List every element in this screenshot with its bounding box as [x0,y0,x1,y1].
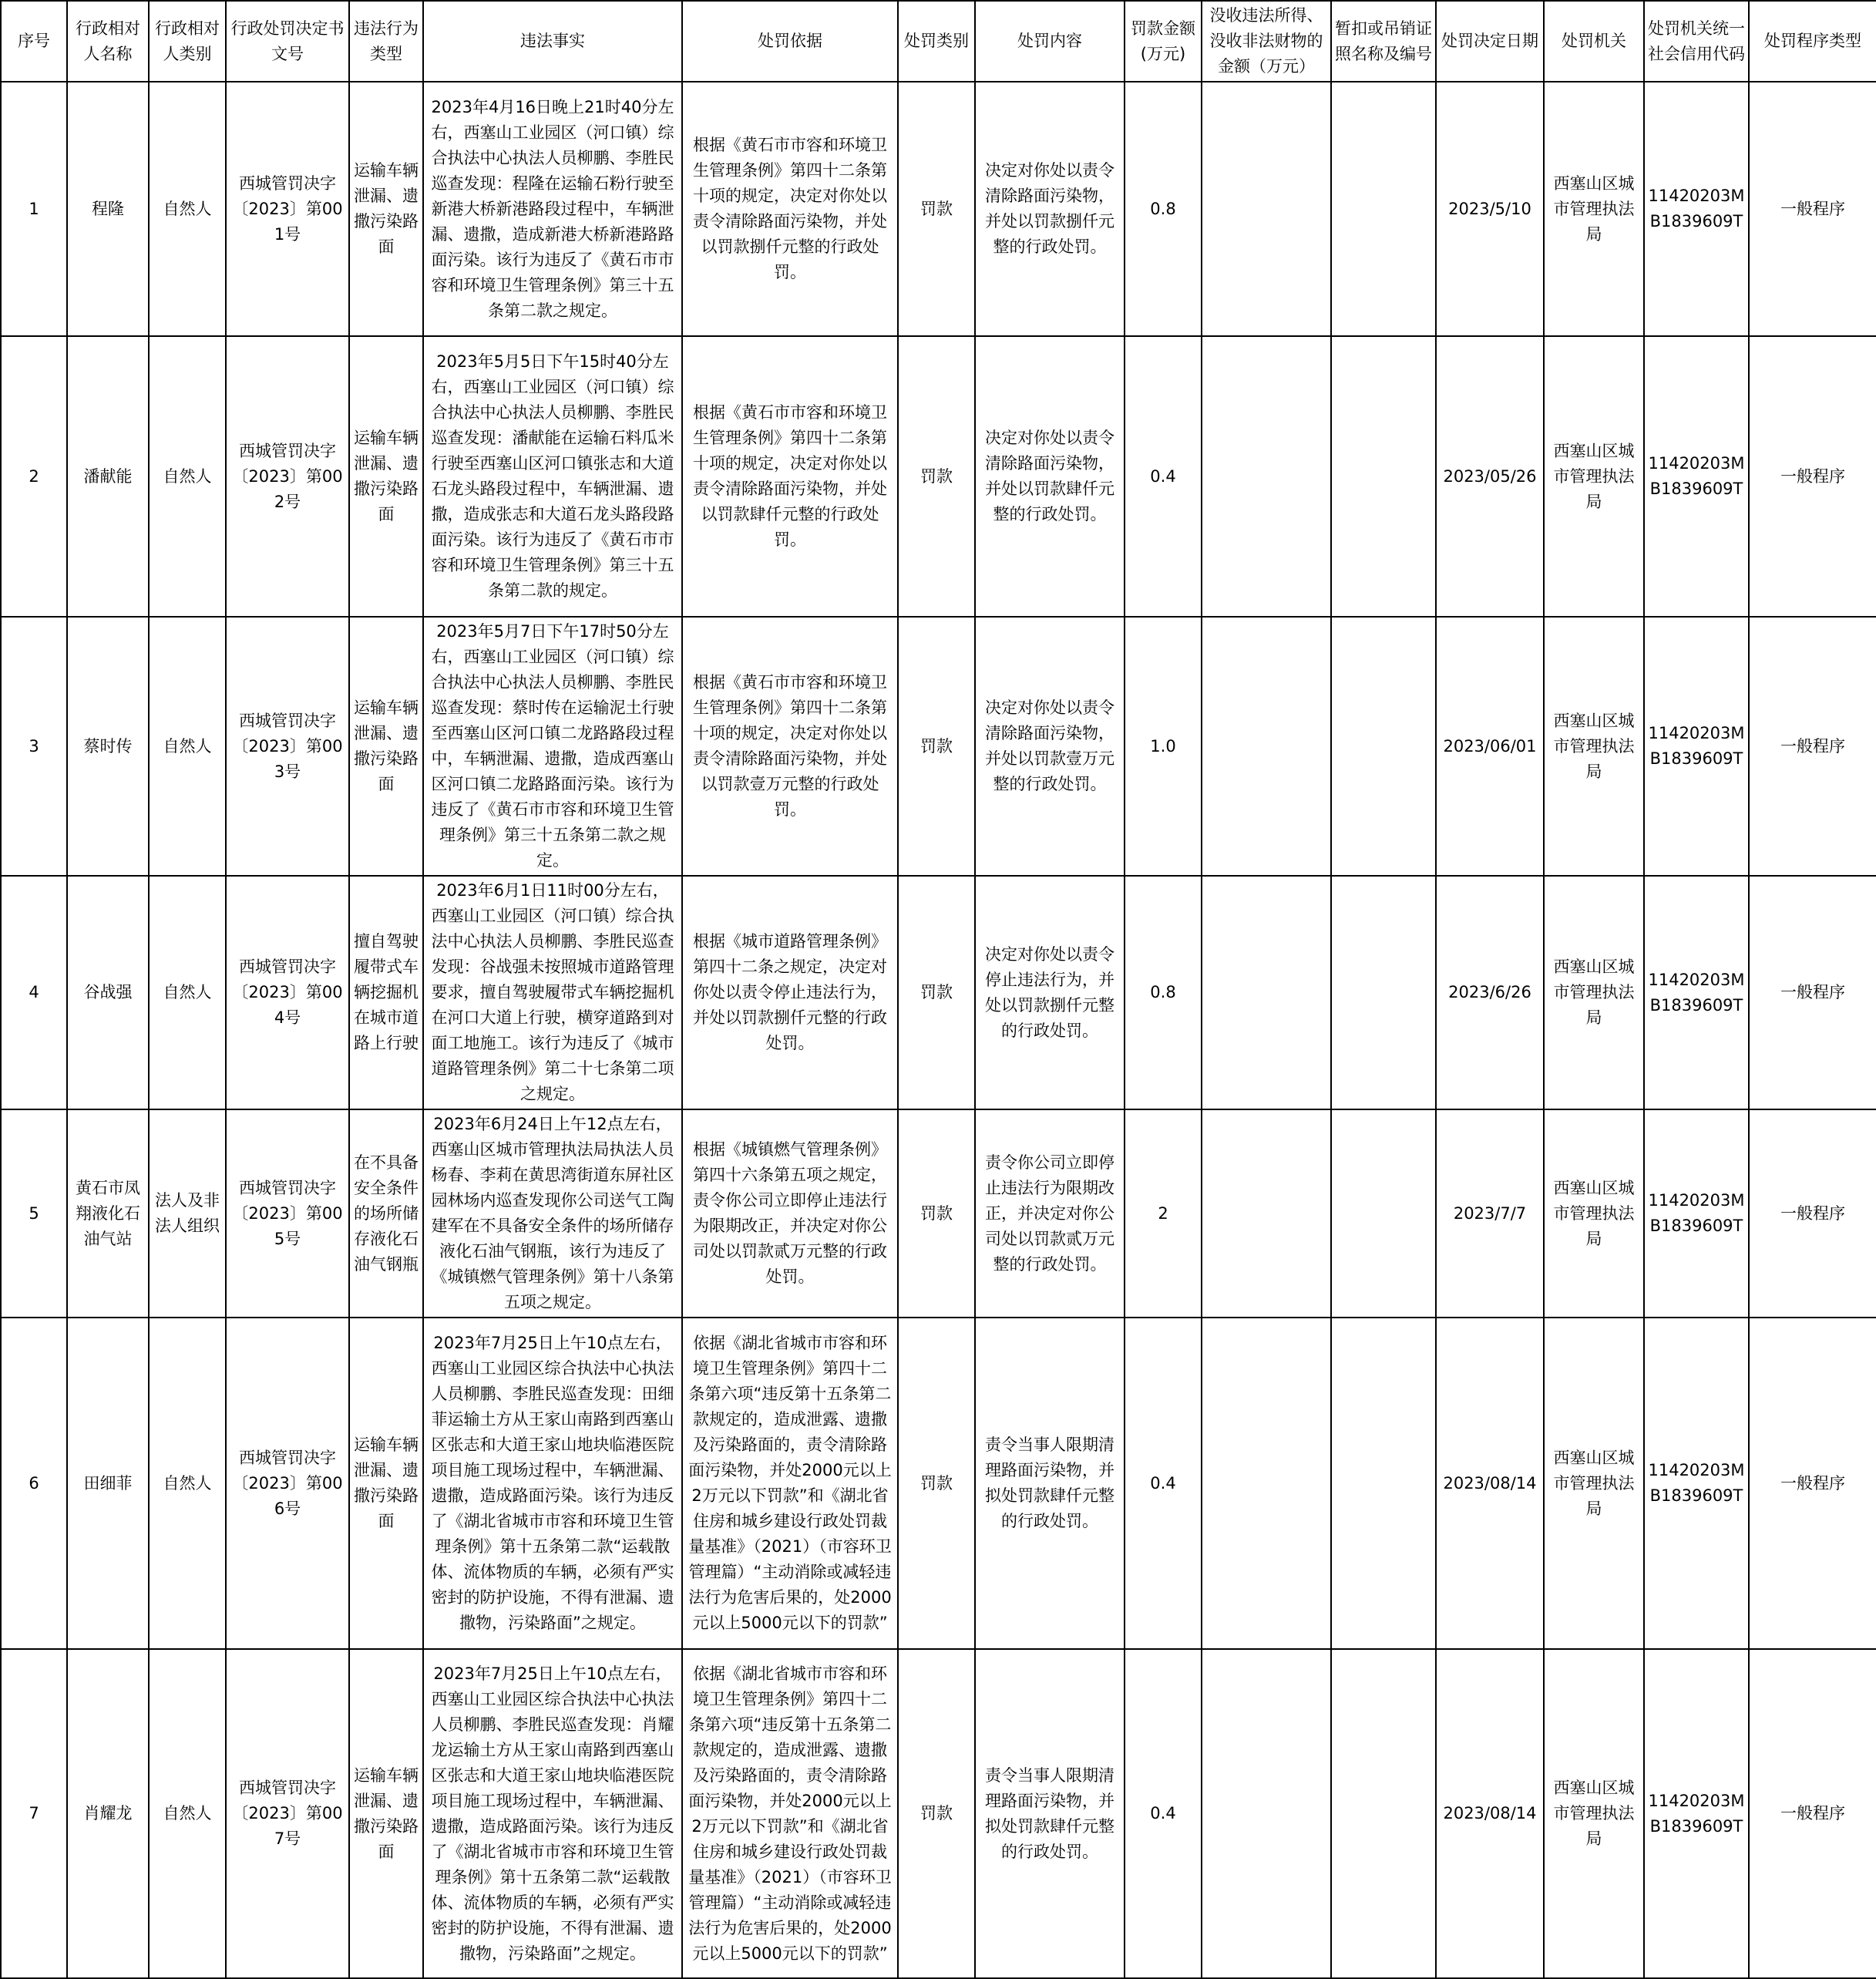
header-basis: 处罚依据 [682,1,898,82]
cell-doc-no: 西城管罚决字〔2023〕第006号 [226,1318,349,1649]
cell-name: 潘献能 [67,336,149,617]
table-row [1,617,1876,876]
cell-confiscated [1202,1649,1331,1978]
header-violation-type: 违法行为类型 [349,1,423,82]
cell-category: 自然人 [149,617,226,876]
table-row [1,82,1876,336]
header-credit-code: 处罚机关统一社会信用代码 [1644,1,1749,82]
cell-credit-code: 11420203MB1839609T [1644,1318,1749,1649]
header-authority: 处罚机关 [1544,1,1644,82]
cell-fine: 0.8 [1125,82,1202,336]
cell-category: 自然人 [149,82,226,336]
table-row [1,1109,1876,1318]
cell-credit-code: 11420203MB1839609T [1644,1649,1749,1978]
cell-penalty-content: 责令你公司立即停止违法行为限期改正，并决定对你公司处以罚款贰万元整的行政处罚。 [975,1109,1125,1318]
cell-violation-type: 擅自驾驶履带式车辆挖掘机在城市道路上行驶 [349,876,423,1109]
cell-basis: 依据《湖北省城市市容和环境卫生管理条例》第四十二条第六项“违反第十五条第二款规定的，造成泄露、遗撒及污染路面的，责令清除路面污染物，并处2000元以上2万元以下罚款”和《湖北省住房和城乡建设行政处罚裁量基准》（2021）（市容环卫管理篇）“主动消除或减轻违法行为危害后果的，处2000元以上5000元以下的罚款” [682,1318,898,1649]
cell-date: 2023/05/26 [1436,336,1544,617]
cell-fine: 0.4 [1125,1649,1202,1978]
header-penalty-content: 处罚内容 [975,1,1125,82]
cell-category: 法人及非法人组织 [149,1109,226,1318]
cell-name: 黄石市凤翔液化石油气站 [67,1109,149,1318]
cell-credit-code: 11420203MB1839609T [1644,336,1749,617]
cell-license [1331,1109,1436,1318]
cell-fine: 0.8 [1125,876,1202,1109]
cell-name: 谷战强 [67,876,149,1109]
cell-fine: 0.4 [1125,1318,1202,1649]
cell-name: 蔡时传 [67,617,149,876]
cell-basis: 依据《湖北省城市市容和环境卫生管理条例》第四十二条第六项“违反第十五条第二款规定的，造成泄露、遗撒及污染路面的，责令清除路面污染物，并处2000元以上2万元以下罚款”和《湖北省住房和城乡建设行政处罚裁量基准》（2021）（市容环卫管理篇）“主动消除或减轻违法行为危害后果的，处2000元以上5000元以下的罚款” [682,1649,898,1978]
cell-date: 2023/6/26 [1436,876,1544,1109]
cell-date: 2023/5/10 [1436,82,1544,336]
cell-confiscated [1202,1318,1331,1649]
cell-no: 7 [1,1649,67,1978]
cell-facts: 2023年5月7日下午17时50分左右，西塞山工业园区（河口镇）综合执法中心执法人员柳鹏、李胜民巡查发现：蔡时传在运输泥土行驶至西塞山区河口镇二龙路路段过程中，车辆泄漏、遗撒，造成西塞山区河口镇二龙路路面污染。该行为违反了《黄石市市容和环境卫生管理条例》第三十五条第二款之规定。 [423,617,682,876]
cell-no: 3 [1,617,67,876]
cell-license [1331,336,1436,617]
cell-basis: 根据《城镇燃气管理条例》第四十六条第五项之规定，责令你公司立即停止违法行为限期改正，并决定对你公司处以罚款贰万元整的行政处罚。 [682,1109,898,1318]
cell-penalty-content: 决定对你处以责令停止违法行为，并处以罚款捌仟元整的行政处罚。 [975,876,1125,1109]
header-name: 行政相对人名称 [67,1,149,82]
table-row [1,1318,1876,1649]
cell-authority: 西塞山区城市管理执法局 [1544,336,1644,617]
cell-facts: 2023年5月5日下午15时40分左右，西塞山工业园区（河口镇）综合执法中心执法人员柳鹏、李胜民巡查发现：潘献能在运输石料瓜米行驶至西塞山区河口镇张志和大道石龙头路段过程中，车辆泄漏、遗撒，造成张志和大道石龙头路段路面污染。该行为违反了《黄石市市容和环境卫生管理条例》第三十五条第二款的规定。 [423,336,682,617]
cell-penalty-content: 决定对你处以责令清除路面污染物，并处以罚款捌仟元整的行政处罚。 [975,82,1125,336]
cell-category: 自然人 [149,1318,226,1649]
header-row [1,1,1876,82]
cell-penalty-type: 罚款 [898,1109,975,1318]
cell-penalty-type: 罚款 [898,82,975,336]
cell-violation-type: 运输车辆泄漏、遗撒污染路面 [349,82,423,336]
cell-confiscated [1202,82,1331,336]
cell-penalty-type: 罚款 [898,876,975,1109]
cell-category: 自然人 [149,1649,226,1978]
cell-authority: 西塞山区城市管理执法局 [1544,1649,1644,1978]
cell-no: 4 [1,876,67,1109]
cell-license [1331,1318,1436,1649]
cell-credit-code: 11420203MB1839609T [1644,1109,1749,1318]
header-no: 序号 [1,1,67,82]
header-license: 暂扣或吊销证照名称及编号 [1331,1,1436,82]
cell-basis: 根据《黄石市市容和环境卫生管理条例》第四十二条第十项的规定，决定对你处以责令清除路面污染物，并处以罚款肆仟元整的行政处罚。 [682,336,898,617]
cell-license [1331,82,1436,336]
cell-facts: 2023年4月16日晚上21时40分左右，西塞山工业园区（河口镇）综合执法中心执法人员柳鹏、李胜民巡查发现：程隆在运输石粉行驶至新港大桥新港路段过程中，车辆泄漏、遗撒，造成新港大桥新港路路面污染。该行为违反了《黄石市市容和环境卫生管理条例》第三十五条第二款之规定。 [423,82,682,336]
cell-procedure: 一般程序 [1749,876,1876,1109]
cell-basis: 根据《黄石市市容和环境卫生管理条例》第四十二条第十项的规定，决定对你处以责令清除路面污染物，并处以罚款捌仟元整的行政处罚。 [682,82,898,336]
cell-name: 程隆 [67,82,149,336]
cell-facts: 2023年7月25日上午10点左右，西塞山工业园区综合执法中心执法人员柳鹏、李胜民巡查发现：肖耀龙运输土方从王家山南路到西塞山区张志和大道王家山地块临港医院项目施工现场过程中，车辆泄漏、遗撒，造成路面污染。该行为违反了《湖北省城市市容和环境卫生管理条例》第十五条第二款“运载散体、流体物质的车辆，必须有严实密封的防护设施，不得有泄漏、遗撒物，污染路面”之规定。 [423,1649,682,1978]
cell-procedure: 一般程序 [1749,1109,1876,1318]
cell-procedure: 一般程序 [1749,617,1876,876]
cell-fine: 2 [1125,1109,1202,1318]
cell-authority: 西塞山区城市管理执法局 [1544,1318,1644,1649]
cell-license [1331,617,1436,876]
cell-penalty-content: 决定对你处以责令清除路面污染物，并处以罚款肆仟元整的行政处罚。 [975,336,1125,617]
cell-penalty-content: 责令当事人限期清理路面污染物，并拟处罚款肆仟元整的行政处罚。 [975,1318,1125,1649]
table-row [1,876,1876,1109]
table-row [1,1649,1876,1978]
cell-credit-code: 11420203MB1839609T [1644,876,1749,1109]
cell-authority: 西塞山区城市管理执法局 [1544,876,1644,1109]
cell-license [1331,876,1436,1109]
cell-penalty-type: 罚款 [898,1318,975,1649]
cell-procedure: 一般程序 [1749,1649,1876,1978]
cell-date: 2023/06/01 [1436,617,1544,876]
cell-penalty-type: 罚款 [898,1649,975,1978]
cell-authority: 西塞山区城市管理执法局 [1544,1109,1644,1318]
cell-facts: 2023年6月1日11时00分左右，西塞山工业园区（河口镇）综合执法中心执法人员柳鹏、李胜民巡查发现：谷战强未按照城市道路管理要求，擅自驾驶履带式车辆挖掘机在河口大道上行驶，横穿道路到对面工地施工。该行为违反了《城市道路管理条例》第二十七条第二项之规定。 [423,876,682,1109]
cell-date: 2023/08/14 [1436,1649,1544,1978]
header-fine: 罚款金额(万元) [1125,1,1202,82]
cell-confiscated [1202,1109,1331,1318]
cell-credit-code: 11420203MB1839609T [1644,617,1749,876]
header-date: 处罚决定日期 [1436,1,1544,82]
header-doc-no: 行政处罚决定书文号 [226,1,349,82]
cell-doc-no: 西城管罚决字〔2023〕第007号 [226,1649,349,1978]
cell-authority: 西塞山区城市管理执法局 [1544,617,1644,876]
cell-doc-no: 西城管罚决字〔2023〕第001号 [226,82,349,336]
cell-no: 2 [1,336,67,617]
cell-penalty-type: 罚款 [898,336,975,617]
header-facts: 违法事实 [423,1,682,82]
cell-basis: 根据《黄石市市容和环境卫生管理条例》第四十二条第十项的规定，决定对你处以责令清除路面污染物，并处以罚款壹万元整的行政处罚。 [682,617,898,876]
cell-doc-no: 西城管罚决字〔2023〕第003号 [226,617,349,876]
table-row [1,336,1876,617]
cell-name: 肖耀龙 [67,1649,149,1978]
cell-confiscated [1202,617,1331,876]
cell-penalty-content: 责令当事人限期清理路面污染物，并拟处罚款肆仟元整的行政处罚。 [975,1649,1125,1978]
cell-fine: 1.0 [1125,617,1202,876]
cell-authority: 西塞山区城市管理执法局 [1544,82,1644,336]
cell-procedure: 一般程序 [1749,336,1876,617]
cell-category: 自然人 [149,336,226,617]
cell-fine: 0.4 [1125,336,1202,617]
cell-no: 5 [1,1109,67,1318]
cell-facts: 2023年7月25日上午10点左右，西塞山工业园区综合执法中心执法人员柳鹏、李胜民巡查发现：田细菲运输土方从王家山南路到西塞山区张志和大道王家山地块临港医院项目施工现场过程中，车辆泄漏、遗撒，造成路面污染。该行为违反了《湖北省城市市容和环境卫生管理条例》第十五条第二款“运载散体、流体物质的车辆，必须有严实密封的防护设施，不得有泄漏、遗撒物，污染路面”之规定。 [423,1318,682,1649]
cell-date: 2023/08/14 [1436,1318,1544,1649]
cell-violation-type: 在不具备安全条件的场所储存液化石油气钢瓶 [349,1109,423,1318]
cell-doc-no: 西城管罚决字〔2023〕第004号 [226,876,349,1109]
cell-no: 6 [1,1318,67,1649]
cell-procedure: 一般程序 [1749,82,1876,336]
cell-date: 2023/7/7 [1436,1109,1544,1318]
cell-name: 田细菲 [67,1318,149,1649]
cell-no: 1 [1,82,67,336]
cell-confiscated [1202,876,1331,1109]
cell-facts: 2023年6月24日上午12点左右，西塞山区城市管理执法局执法人员杨春、李莉在黄思湾街道东屏社区园林场内巡查发现你公司送气工陶建军在不具备安全条件的场所储存液化石油气钢瓶，该行为违反了《城镇燃气管理条例》第十八条第五项之规定。 [423,1109,682,1318]
cell-doc-no: 西城管罚决字〔2023〕第005号 [226,1109,349,1318]
header-procedure: 处罚程序类型 [1749,1,1876,82]
cell-violation-type: 运输车辆泄漏、遗撒污染路面 [349,336,423,617]
cell-violation-type: 运输车辆泄漏、遗撒污染路面 [349,617,423,876]
header-confiscated: 没收违法所得、没收非法财物的金额（万元） [1202,1,1331,82]
cell-confiscated [1202,336,1331,617]
header-category: 行政相对人类别 [149,1,226,82]
cell-procedure: 一般程序 [1749,1318,1876,1649]
cell-basis: 根据《城市道路管理条例》第四十二条之规定，决定对你处以责令停止违法行为，并处以罚款捌仟元整的行政处罚。 [682,876,898,1109]
cell-credit-code: 11420203MB1839609T [1644,82,1749,336]
header-penalty-type: 处罚类别 [898,1,975,82]
cell-penalty-type: 罚款 [898,617,975,876]
cell-penalty-content: 决定对你处以责令清除路面污染物，并处以罚款壹万元整的行政处罚。 [975,617,1125,876]
cell-violation-type: 运输车辆泄漏、遗撒污染路面 [349,1649,423,1978]
cell-violation-type: 运输车辆泄漏、遗撒污染路面 [349,1318,423,1649]
cell-license [1331,1649,1436,1978]
cell-doc-no: 西城管罚决字〔2023〕第002号 [226,336,349,617]
cell-category: 自然人 [149,876,226,1109]
